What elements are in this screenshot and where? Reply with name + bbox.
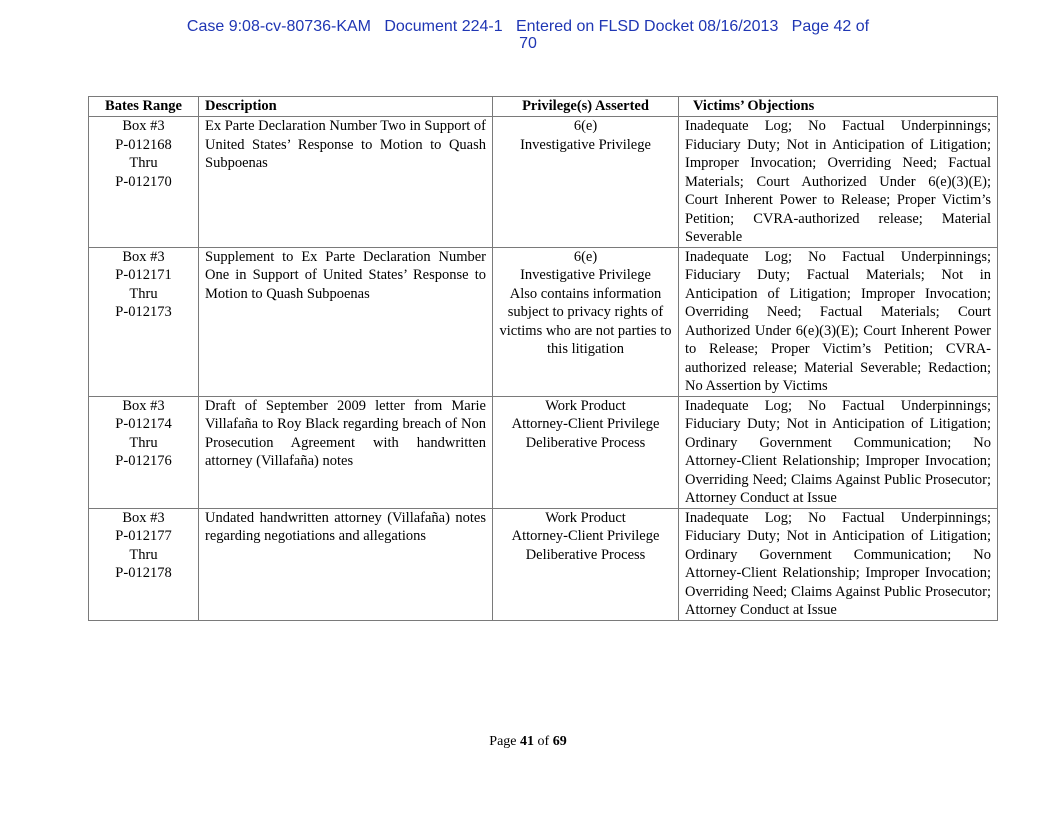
privileges-cell	[493, 508, 679, 620]
bates-line: P-012173	[115, 304, 172, 320]
bates-line: P-012176	[115, 453, 172, 469]
objections-cell: Inadequate Log; No Factual Underpinnings; Fiduciary Duty; Not in Anticipation of Litigation; Improper Invocation; Overriding Need; Factual Materials; Court Authorized Under 6(e)(3)(E); Court Inherent Power to Release; Proper Victim’s Petition; CVRA-authorized release; Material Severable	[679, 117, 998, 248]
privilege-line: 6(e)	[573, 118, 598, 134]
bates-line: P-012174	[115, 416, 172, 432]
footer-of-label: of	[537, 734, 550, 749]
privilege-line: 6(e)	[573, 248, 598, 265]
header-bates-range: Bates Range	[89, 97, 199, 117]
privileges-cell	[493, 396, 679, 508]
docket-stamp	[0, 18, 1056, 52]
bates-range-cell	[89, 396, 199, 508]
bates-range-cell	[89, 247, 199, 396]
table-row	[89, 247, 998, 396]
bates-range-cell	[89, 117, 199, 248]
table-row	[89, 396, 998, 508]
objections-cell: Inadequate Log; No Factual Underpinnings; Fiduciary Duty; Not in Anticipation of Litigation; Ordinary Government Communication; No Attorney-Client Relationship; Improper Invocation; Overriding Need; Claims Against Public Prosecutor; Attorney Conduct at Issue	[679, 508, 998, 620]
header-description: Description	[199, 97, 493, 117]
bates-line: P-012177	[115, 528, 172, 544]
table-header-row	[89, 97, 998, 117]
privilege-line: Work Product	[545, 509, 626, 526]
description-cell: Ex Parte Declaration Number Two in Support of United States’ Response to Motion to Quash Subpoenas	[199, 117, 493, 248]
footer-page-total: 69	[552, 734, 567, 749]
header-victims-objections: Victims’ Objections	[679, 97, 998, 117]
privileges-cell	[493, 117, 679, 248]
bates-line: Thru	[129, 285, 158, 302]
objections-cell: Inadequate Log; No Factual Underpinnings; Fiduciary Duty; Not in Anticipation of Litigation; Ordinary Government Communication; No Attorney-Client Relationship; Improper Invocation; Overriding Need; Claims Against Public Prosecutor; Attorney Conduct at Issue	[679, 396, 998, 508]
privilege-line: Attorney-Client Privilege	[511, 528, 660, 544]
bates-line: Thru	[129, 546, 158, 563]
privilege-line: Deliberative Process	[525, 546, 646, 563]
bates-line: Thru	[129, 155, 158, 171]
table-row	[89, 508, 998, 620]
description-cell: Supplement to Ex Parte Declaration Number One in Support of United States’ Response to Motion to Quash Subpoenas	[199, 247, 493, 396]
footer-page-label: Page	[489, 734, 517, 749]
bates-line: P-012170	[115, 173, 172, 190]
privilege-line: Also contains information subject to privacy rights of victims who are not parties to this litigation	[499, 285, 672, 357]
privilege-line: Attorney-Client Privilege	[511, 416, 660, 432]
bates-line: P-012171	[115, 267, 172, 283]
privilege-line: Deliberative Process	[525, 434, 646, 451]
privilege-line: Work Product	[545, 397, 626, 414]
privilege-log-table	[88, 96, 998, 621]
bates-line: P-012168	[115, 136, 172, 153]
bates-line: Box #3	[122, 248, 165, 265]
description-cell: Draft of September 2009 letter from Marie Villafaña to Roy Black regarding breach of Non Prosecution Agreement with handwritten attorney (Villafaña) notes	[199, 396, 493, 508]
objections-cell: Inadequate Log; No Factual Underpinnings; Fiduciary Duty; Factual Materials; Not in Anticipation of Litigation; Improper Invocation; Overriding Need; Factual Materials; Court Authorized Under 6(e)(3)(E); Court Inherent Power to Release; Proper Victim’s Petition; CVRA-authorized release; Material Severable; Redaction; No Assertion by Victims	[679, 247, 998, 396]
description-cell: Undated handwritten attorney (Villafaña) notes regarding negotiations and allegations	[199, 508, 493, 620]
bates-line: Box #3	[122, 397, 165, 414]
header-privileges-asserted: Privilege(s) Asserted	[493, 97, 679, 117]
bates-line: Box #3	[122, 509, 165, 526]
page-footer	[0, 734, 1056, 750]
privilege-line: Investigative Privilege	[520, 267, 651, 283]
docket-stamp-line-1: Case 9:08-cv-80736-KAM Document 224-1 Entered on FLSD Docket 08/16/2013 Page 42 of	[186, 18, 870, 35]
bates-line: Thru	[129, 434, 158, 451]
footer-page-number: 41	[520, 734, 535, 749]
table-row	[89, 117, 998, 248]
bates-line: Box #3	[122, 118, 165, 134]
bates-range-cell	[89, 508, 199, 620]
privilege-line: Investigative Privilege	[520, 136, 651, 153]
docket-stamp-line-2: 70	[519, 35, 537, 52]
privileges-cell	[493, 247, 679, 396]
bates-line: P-012178	[115, 565, 172, 581]
